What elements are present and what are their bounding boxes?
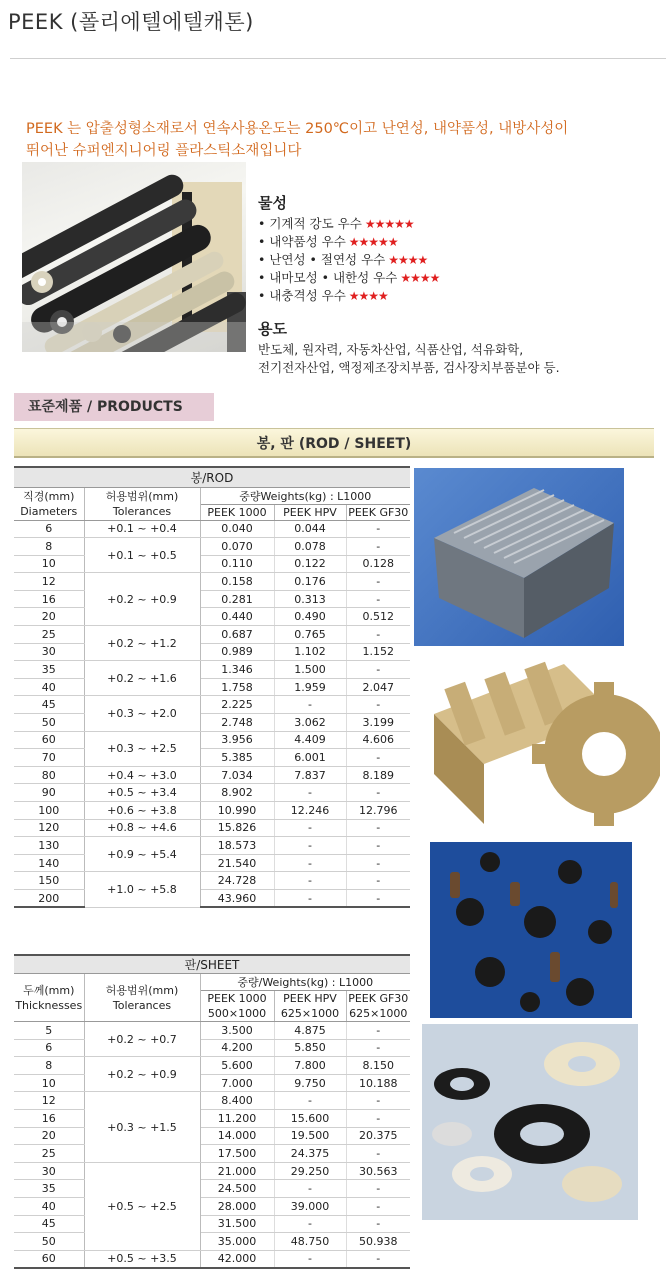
property-item [258,233,658,251]
weight-peek-gf30-cell: - [346,1145,410,1163]
uses-heading: 용도 [258,320,287,338]
table-row [14,538,410,556]
weight-peek-hpv-cell: 39.000 [274,1197,346,1215]
uses-line-1: 반도체, 원자력, 자동차산업, 식품산업, 석유화학, [258,342,524,357]
weight-peek1000-cell: 15.826 [200,819,274,837]
weight-peek-gf30-cell: - [346,889,410,907]
grade-peek-gf30: PEEK GF30 [346,504,410,520]
weight-peek1000-cell: 42.000 [200,1250,274,1268]
weight-peek-hpv-cell: - [274,696,346,714]
size-cell: 6 [14,520,84,538]
sheet-grade-peek-gf30: PEEK GF30 [346,991,410,1006]
weight-peek-gf30-cell: 4.606 [346,731,410,749]
wafer-carrier-photo [414,468,624,646]
sheet-grade-peek1000: PEEK 1000 [200,991,274,1006]
table-row [14,678,410,696]
table-row [14,749,410,767]
tolerance-cell: +0.2 ~ +0.9 [84,1057,200,1092]
table-row [14,1109,410,1127]
rating-stars: ★★★★★ [348,235,398,249]
tolerance-cell: +0.4 ~ +3.0 [84,766,200,784]
gear-illustration [414,654,660,826]
weight-peek1000-cell: 11.200 [200,1109,274,1127]
tolerance-cell: +0.2 ~ +0.9 [84,573,200,626]
table-row [14,1074,410,1092]
tolerance-cell: +1.0 ~ +5.8 [84,872,200,907]
sheet-size-3: 625×1000 [346,1006,410,1022]
weight-peek-gf30-cell: 8.189 [346,766,410,784]
tolerance-cell: +0.2 ~ +0.7 [84,1022,200,1057]
tolerance-cell: +0.1 ~ +0.5 [84,538,200,573]
tolerance-cell: +0.3 ~ +1.5 [84,1092,200,1162]
weight-peek-hpv-cell: 9.750 [274,1074,346,1092]
tolerance-cell: +0.9 ~ +5.4 [84,837,200,872]
weight-peek-gf30-cell: 8.150 [346,1057,410,1075]
weight-peek-hpv-cell: 7.837 [274,766,346,784]
weight-peek1000-cell: 24.728 [200,872,274,890]
wafer-carrier-illustration [414,468,624,646]
table-row [14,626,410,644]
size-cell: 6 [14,1039,84,1057]
size-cell: 25 [14,1145,84,1163]
weight-peek1000-cell: 1.346 [200,661,274,679]
rod-col-tolerance: 허용범위(mm) [84,487,200,504]
weight-peek-hpv-cell: - [274,872,346,890]
weight-peek-gf30-cell: - [346,749,410,767]
sheet-col-thickness-en: Thicknesses [15,998,83,1012]
table-row [14,854,410,872]
weight-peek1000-cell: 2.748 [200,714,274,732]
table-row [14,555,410,573]
weight-peek-hpv-cell: 0.313 [274,590,346,608]
size-cell: 30 [14,643,84,661]
weight-peek-hpv-cell: 0.176 [274,573,346,591]
weight-peek-hpv-cell: - [274,784,346,802]
property-label: • 기계적 강도 우수 [258,216,362,231]
weight-peek-hpv-cell: 3.062 [274,714,346,732]
weight-peek-gf30-cell: - [346,1197,410,1215]
weight-peek1000-cell: 3.956 [200,731,274,749]
uses-line-2: 전기전자산업, 액정제조장치부품, 검사장치부품분야 등. [258,360,560,375]
size-cell: 25 [14,626,84,644]
size-cell: 35 [14,1180,84,1198]
size-cell: 150 [14,872,84,890]
weight-peek-gf30-cell: 30.563 [346,1162,410,1180]
size-cell: 50 [14,1233,84,1251]
weight-peek1000-cell: 28.000 [200,1197,274,1215]
size-cell: 20 [14,608,84,626]
weight-peek1000-cell: 5.600 [200,1057,274,1075]
weight-peek1000-cell: 8.400 [200,1092,274,1110]
grade-peek-hpv: PEEK HPV [274,504,346,520]
weight-peek-gf30-cell: - [346,1022,410,1040]
table-row [14,889,410,907]
weight-peek1000-cell: 21.540 [200,854,274,872]
weight-peek-gf30-cell: 1.152 [346,643,410,661]
weight-peek-hpv-cell: 4.409 [274,731,346,749]
table-row [14,731,410,749]
weight-peek-gf30-cell: 10.188 [346,1074,410,1092]
weight-peek1000-cell: 24.500 [200,1180,274,1198]
table-row [14,837,410,855]
weight-peek-hpv-cell: - [274,819,346,837]
size-cell: 80 [14,766,84,784]
weight-peek1000-cell: 5.385 [200,749,274,767]
weight-peek-hpv-cell: 6.001 [274,749,346,767]
weight-peek1000-cell: 17.500 [200,1145,274,1163]
weight-peek-hpv-cell: 1.500 [274,661,346,679]
weight-peek-gf30-cell: - [346,1180,410,1198]
weight-peek-gf30-cell: 50.938 [346,1233,410,1251]
table-row [14,1039,410,1057]
weight-peek-gf30-cell: - [346,1039,410,1057]
weight-peek-gf30-cell: 3.199 [346,714,410,732]
weight-peek-gf30-cell: - [346,837,410,855]
table-row [14,1215,410,1233]
tolerance-cell: +0.5 ~ +2.5 [84,1162,200,1250]
uses-section [258,318,658,377]
size-cell: 16 [14,590,84,608]
weight-peek1000-cell: 18.573 [200,837,274,855]
weight-peek1000-cell: 4.200 [200,1039,274,1057]
size-cell: 12 [14,573,84,591]
weight-peek1000-cell: 0.070 [200,538,274,556]
table-row [14,819,410,837]
page-title: PEEK (폴리에텔에텔캐톤) [8,10,254,34]
products-tab: 표준제품 / PRODUCTS [14,393,214,421]
weight-peek1000-cell: 31.500 [200,1215,274,1233]
weight-peek1000-cell: 0.281 [200,590,274,608]
weight-peek-hpv-cell: - [274,1180,346,1198]
weight-peek-gf30-cell: - [346,538,410,556]
table-row [14,590,410,608]
table-row [14,643,410,661]
weight-peek1000-cell: 0.040 [200,520,274,538]
weight-peek-hpv-cell: 0.765 [274,626,346,644]
size-cell: 40 [14,1197,84,1215]
property-label: • 내마모성 • 내한성 우수 [258,270,398,285]
tolerance-cell: +0.1 ~ +0.4 [84,520,200,538]
weight-peek-gf30-cell: - [346,590,410,608]
rod-sheet-header: 봉, 판 (ROD / SHEET) [14,428,654,458]
weight-peek-hpv-cell: 0.122 [274,555,346,573]
intro-line-1: PEEK 는 압출성형소재로서 연속사용온도는 250℃이고 난연성, 내약품성, 내방사성이 [26,121,569,137]
sheet-spec-table [14,954,410,1269]
weight-peek-hpv-cell: 0.490 [274,608,346,626]
property-label: • 내충격성 우수 [258,288,346,303]
table-row [14,1197,410,1215]
weight-peek1000-cell: 0.440 [200,608,274,626]
title-divider [10,58,666,59]
size-cell: 60 [14,731,84,749]
weight-peek-hpv-cell: 5.850 [274,1039,346,1057]
tolerance-cell: +0.5 ~ +3.4 [84,784,200,802]
size-cell: 120 [14,819,84,837]
weight-peek1000-cell: 0.110 [200,555,274,573]
intro-line-2: 뛰어난 슈퍼엔지니어링 플라스틱소재입니다 [26,143,302,159]
intro-text [26,118,656,162]
weight-peek1000-cell: 10.990 [200,802,274,820]
table-row [14,784,410,802]
sheet-col-tolerance [84,974,200,1022]
weight-peek-gf30-cell: - [346,1250,410,1268]
weight-peek-gf30-cell: 2.047 [346,678,410,696]
sheet-col-weights: 중량/Weights(kg) : L1000 [237,976,374,989]
weight-peek1000-cell: 7.034 [200,766,274,784]
table-row [14,872,410,890]
weight-peek-gf30-cell: - [346,854,410,872]
table-row [14,1180,410,1198]
weight-peek-gf30-cell: - [346,573,410,591]
table-row [14,766,410,784]
rod-col-weights: 중량Weights(kg) : L1000 [239,489,372,503]
weight-peek-gf30-cell: - [346,1215,410,1233]
properties-heading: 물성 [258,194,287,212]
size-cell: 60 [14,1250,84,1268]
rating-stars: ★★★★ [388,253,428,267]
fittings-photo [430,842,632,1018]
weight-peek-hpv-cell: 4.875 [274,1022,346,1040]
rods-illustration [22,162,246,352]
size-cell: 45 [14,1215,84,1233]
weight-peek1000-cell: 0.687 [200,626,274,644]
table-row [14,1057,410,1075]
peek-rods-photo [22,162,246,352]
weight-peek-hpv-cell: - [274,889,346,907]
property-label: • 내약품성 우수 [258,234,346,249]
weight-peek-hpv-cell: 1.102 [274,643,346,661]
weight-peek-hpv-cell: 48.750 [274,1233,346,1251]
weight-peek1000-cell: 7.000 [200,1074,274,1092]
sheet-col-tolerance-en: Tolerances [112,998,172,1012]
tolerance-cell: +0.3 ~ +2.0 [84,696,200,731]
weight-peek1000-cell: 0.989 [200,643,274,661]
property-item [258,215,658,233]
weight-peek-gf30-cell: 12.796 [346,802,410,820]
weight-peek-gf30-cell: - [346,872,410,890]
weight-peek-gf30-cell: - [346,661,410,679]
table-row [14,802,410,820]
weight-peek-hpv-cell: 0.078 [274,538,346,556]
size-cell: 200 [14,889,84,907]
weight-peek-hpv-cell: 12.246 [274,802,346,820]
table-row [14,520,410,538]
tolerance-cell: +0.8 ~ +4.6 [84,819,200,837]
weight-peek-hpv-cell: 24.375 [274,1145,346,1163]
size-cell: 40 [14,678,84,696]
tolerance-cell: +0.5 ~ +3.5 [84,1250,200,1268]
size-cell: 10 [14,1074,84,1092]
weight-peek-gf30-cell: - [346,1092,410,1110]
weight-peek-gf30-cell: 0.512 [346,608,410,626]
sheet-size-1: 500×1000 [200,1006,274,1022]
size-cell: 16 [14,1109,84,1127]
weight-peek1000-cell: 43.960 [200,889,274,907]
weight-peek1000-cell: 2.225 [200,696,274,714]
weight-peek-hpv-cell: 19.500 [274,1127,346,1145]
table-row [14,1092,410,1110]
rating-stars: ★★★★★ [364,217,414,231]
size-cell: 45 [14,696,84,714]
weight-peek-hpv-cell: - [274,1092,346,1110]
seals-illustration [422,1024,638,1220]
weight-peek-hpv-cell: 0.044 [274,520,346,538]
table-row [14,573,410,591]
weight-peek1000-cell: 0.158 [200,573,274,591]
rod-col-tolerance-en: Tolerances [84,504,200,520]
size-cell: 10 [14,555,84,573]
table-row [14,714,410,732]
rod-col-diameter-en: Diameters [14,504,84,520]
weight-peek-gf30-cell: - [346,1109,410,1127]
sheet-col-thickness [14,974,84,1022]
weight-peek-gf30-cell: - [346,819,410,837]
rating-stars: ★★★★ [348,289,388,303]
size-cell: 90 [14,784,84,802]
weight-peek1000-cell: 8.902 [200,784,274,802]
weight-peek-hpv-cell: 29.250 [274,1162,346,1180]
table-row [14,1127,410,1145]
size-cell: 130 [14,837,84,855]
table-row [14,1250,410,1268]
weight-peek-gf30-cell: - [346,784,410,802]
weight-peek-gf30-cell: 0.128 [346,555,410,573]
weight-peek1000-cell: 35.000 [200,1233,274,1251]
size-cell: 30 [14,1162,84,1180]
weight-peek1000-cell: 14.000 [200,1127,274,1145]
weight-peek1000-cell: 21.000 [200,1162,274,1180]
size-cell: 5 [14,1022,84,1040]
size-cell: 8 [14,1057,84,1075]
size-cell: 70 [14,749,84,767]
weight-peek-hpv-cell: - [274,837,346,855]
table-row [14,608,410,626]
table-row [14,1162,410,1180]
property-item [258,269,658,287]
weight-peek-hpv-cell: 1.959 [274,678,346,696]
weight-peek-hpv-cell: - [274,1215,346,1233]
size-cell: 140 [14,854,84,872]
sheet-col-tolerance-ko: 허용범위(mm) [105,983,179,997]
size-cell: 20 [14,1127,84,1145]
table-row [14,661,410,679]
sheet-size-2: 625×1000 [274,1006,346,1022]
tolerance-cell: +0.2 ~ +1.6 [84,661,200,696]
rating-stars: ★★★★ [400,271,440,285]
size-cell: 50 [14,714,84,732]
rod-spec-table [14,466,410,908]
weight-peek-hpv-cell: 7.800 [274,1057,346,1075]
table-row [14,1233,410,1251]
weight-peek-hpv-cell: - [274,1250,346,1268]
sheet-grade-peek-hpv: PEEK HPV [274,991,346,1006]
weight-peek-gf30-cell: - [346,626,410,644]
weight-peek-hpv-cell: 15.600 [274,1109,346,1127]
weight-peek-gf30-cell: 20.375 [346,1127,410,1145]
size-cell: 12 [14,1092,84,1110]
size-cell: 8 [14,538,84,556]
grade-peek1000: PEEK 1000 [200,504,274,520]
gear-photo [414,654,660,826]
table-row [14,696,410,714]
weight-peek-hpv-cell: - [274,854,346,872]
rod-table-title: 봉/ROD [14,467,410,487]
weight-peek-gf30-cell: - [346,520,410,538]
size-cell: 35 [14,661,84,679]
table-row [14,1145,410,1163]
weight-peek1000-cell: 3.500 [200,1022,274,1040]
size-cell: 100 [14,802,84,820]
property-label: • 난연성 • 절연성 우수 [258,252,386,267]
weight-peek-gf30-cell: - [346,696,410,714]
properties-section [258,192,658,305]
table-row [14,1022,410,1040]
seals-photo [422,1024,638,1220]
property-item [258,251,658,269]
fittings-illustration [430,842,632,1018]
tolerance-cell: +0.2 ~ +1.2 [84,626,200,661]
property-item [258,287,658,305]
sheet-table-title: 판/SHEET [14,955,410,974]
weight-peek1000-cell: 1.758 [200,678,274,696]
sheet-col-thickness-ko: 두께(mm) [23,983,75,997]
tolerance-cell: +0.3 ~ +2.5 [84,731,200,766]
rod-col-diameter: 직경(mm) [14,487,84,504]
tolerance-cell: +0.6 ~ +3.8 [84,802,200,820]
